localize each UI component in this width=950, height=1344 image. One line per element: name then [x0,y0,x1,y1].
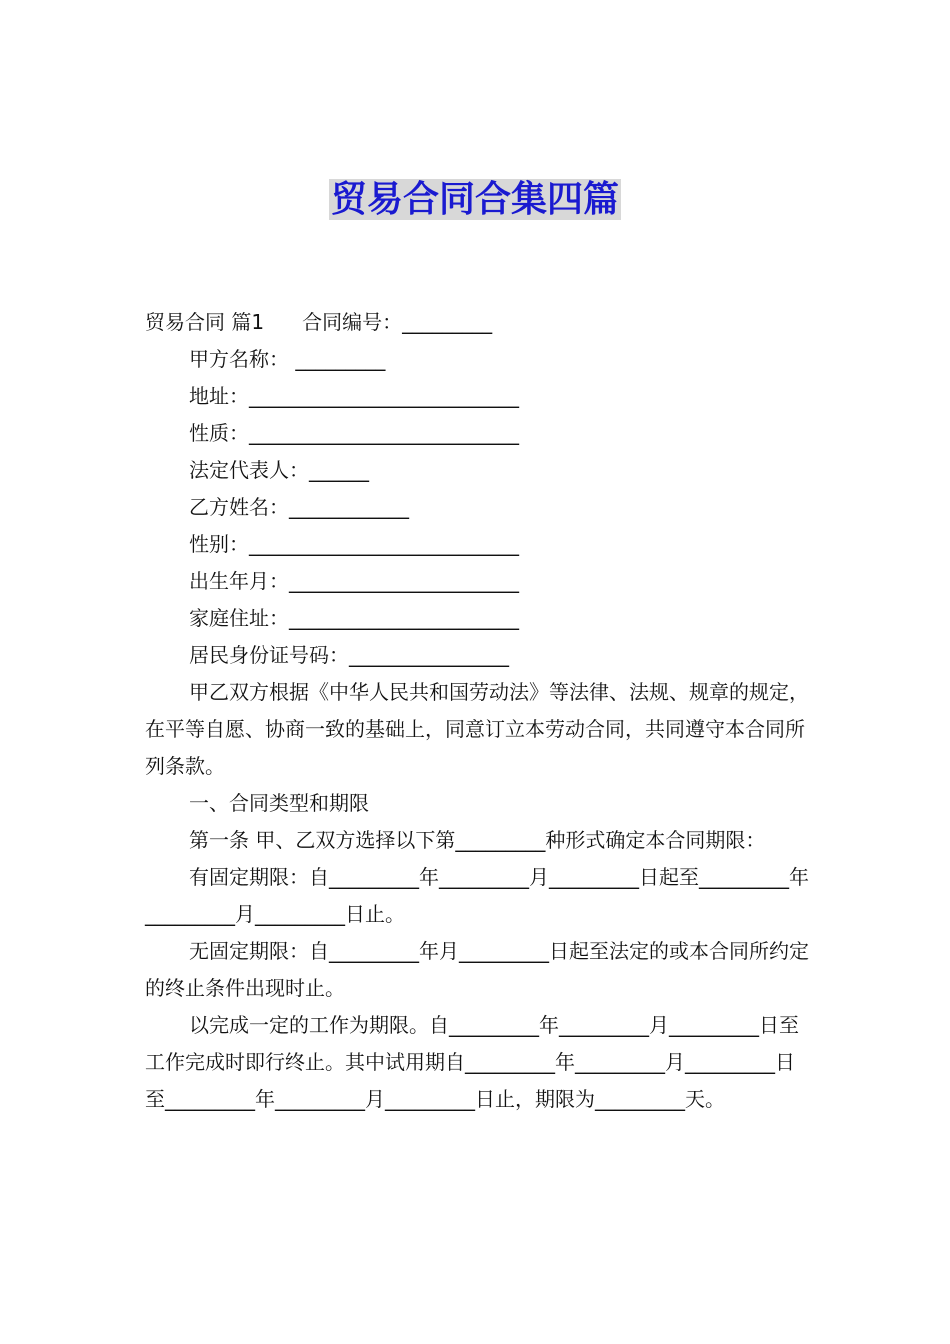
section-heading: 一、合同类型和期限 [189,791,369,815]
document-body [145,304,810,1118]
field-id-number: 居民身份证号码：________________ [189,643,509,667]
section-label: 贸易合同 篇1 [145,310,265,334]
field-legal-representative: 法定代表人：______ [189,458,369,482]
field-home-address: 家庭住址：_______________________ [189,606,519,630]
field-gender: 性别：___________________________ [189,532,519,556]
paragraph-open-term: 无固定期限：自_________年月_________日起至法定的或本合同所约定的终止条件出现时止。 [145,939,809,1000]
document-title-text: 贸易合同合集四篇 [330,179,619,220]
field-birth-date: 出生年月：_______________________ [189,569,519,593]
field-address: 地址：___________________________ [189,384,519,408]
field-party-a-name: 甲方名称： _________ [189,347,386,371]
contract-number: 合同编号：_________ [302,310,493,334]
paragraph-article-1: 第一条 甲、乙双方选择以下第_________种形式确定本合同期限： [189,828,766,852]
header-line [145,304,810,341]
paragraph-fixed-term: 有固定期限：自_________年_________月_________日起至_________年_________月_________日止。 [145,865,809,926]
field-party-b-name: 乙方姓名：____________ [189,495,409,519]
paragraph-intro: 甲乙双方根据《中华人民共和国劳动法》等法律、法规、规章的规定，在平等自愿、协商一致的基础上，同意订立本劳动合同，共同遵守本合同所列条款。 [145,680,809,778]
paragraph-task-term: 以完成一定的工作为期限。自_________年_________月_________日至工作完成时即行终止。其中试用期自_________年_________月_________日至_________年_________月_________日止，期限为_________天。 [145,1013,799,1111]
document-title [0,176,950,224]
field-nature: 性质：___________________________ [189,421,519,445]
